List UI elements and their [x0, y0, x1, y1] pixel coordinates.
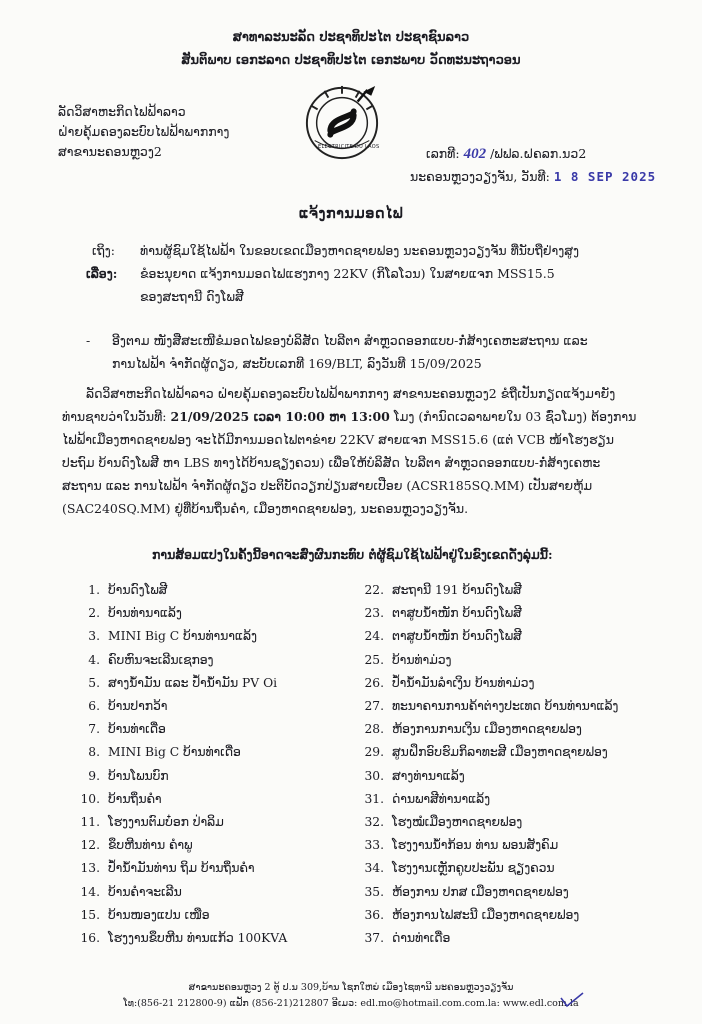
list-item	[350, 676, 534, 690]
list-item-number: 12.	[80, 838, 100, 853]
list-item-number: 22.	[364, 583, 384, 597]
body-line5: ສະຖານ ແລະ ການໄຟຟ້າ ຈຳກັດຜູ້ດຽວ ປະຕິບັດວຽກປ່ຽນສາຍເປືອຍ (ACSR185SQ.MM) ເປັນສາຍຫຸ້ມ	[62, 478, 593, 493]
list-item-number: 35.	[364, 884, 384, 899]
list-item-name: ໂຮງງານຂຶບຫີນ ທ່ານແກ້ວ 100KVA	[108, 931, 288, 945]
body-line3: ໄຟຟ້າເມືອງຫາດຊາຍຟອງ ຈະໄດ້ມີການມອດໄຟຕາຂ່າຍ 22KV ສາຍແຈກ MSS15.6 (ແຕ່ VCB ໜ້າໂຮງຮຽນ	[62, 432, 615, 447]
list-item	[350, 908, 579, 922]
list-item-name: ຄົບຫົນຈະເລີນເຊກອງ	[108, 652, 214, 667]
list-item	[350, 885, 569, 899]
list-item-number: 15.	[80, 907, 100, 922]
list-item-number: 3.	[88, 629, 100, 644]
list-item-name: ຂຶບຫີນທ່ານ ຄຳພູ	[108, 838, 193, 853]
logo-caption: ELECTRICITE DU LAOS	[318, 144, 380, 150]
list-item-name: ໂຮງງານເຫຼັກຄູບປະພັນ ຊຽງຄວນ	[392, 861, 555, 876]
list-item-number: 9.	[88, 768, 100, 783]
date-stamp: 1 8 SEP 2025	[553, 169, 657, 184]
list-item-number: 14.	[80, 884, 100, 899]
list-item	[66, 885, 182, 899]
reference-line2: ການໄຟຟ້າ ຈຳກັດຜູ້ດຽວ, ສະບັບເລກທີ 169/BLT, ລົງວັນທີ 15/09/2025	[112, 356, 482, 371]
list-item-number: 23.	[364, 606, 384, 621]
list-item-name: ດ່ານທ່າເດື່ອ	[392, 931, 451, 945]
list-item-number: 32.	[364, 815, 384, 829]
list-item	[66, 745, 241, 759]
reference-date	[410, 169, 656, 184]
subject-line1: ຂໍອະນຸຍາດ ແຈ້ງການມອດໄຟແຮງກາງ 22KV (ກິໂລໂວນ) ໃນສາຍແຈກ MSS15.5	[140, 266, 555, 281]
list-item-name: ປ້ຳນ້ຳມັນທ່ານ ຖິມ ບ້ານຖິ່ນຄຳ	[108, 861, 255, 876]
list-item-number: 31.	[364, 791, 384, 806]
list-item	[350, 792, 490, 806]
list-item-number: 33.	[364, 838, 384, 853]
list-item	[350, 861, 554, 875]
list-item-number: 6.	[88, 699, 100, 713]
list-item-number: 34.	[364, 861, 384, 876]
list-item-name: ໂຮງງານນ້ຳກ້ອນ ທ່ານ ພອນສັງຄົມ	[392, 838, 559, 853]
body-line6: (SAC240SQ.MM) ຢູ່ທີ່ບ້ານຖິ່ນຄຳ, ເມືອງຫາດຊາຍຟອງ, ນະຄອນຫຼວງວຽງຈັນ.	[62, 501, 469, 516]
list-item-number: 37.	[364, 931, 384, 945]
list-item	[66, 838, 193, 852]
list-item	[350, 722, 582, 736]
list-item-name: ຕາສູບນ້ຳໜັກ ບ້ານດົງໂພສີ	[392, 606, 522, 621]
to-label: ເຖິງ:	[92, 243, 115, 258]
list-item	[66, 769, 169, 783]
national-header-line1: ສາທາລະນະລັດ ປະຊາທິປະໄຕ ປະຊາຊົນລາວ	[232, 30, 470, 45]
list-item	[350, 745, 608, 759]
subject-label: ເລື່ອງ:	[86, 266, 118, 281]
subject-line2: ຂອງສະຖານີ ດົງໂພສີ	[140, 289, 244, 304]
list-item-name: ບ້ານດົງໂພສີ	[108, 583, 168, 597]
body-line4: ປະຖົມ ບ້ານດົງໂພສີ ຫາ LBS ທາງໄດ້ບ້ານຊຽງຄວນ) ເພື່ອໃຫ້ບໍລິສັດ ໄບລີຕາ ສຳຫຼວດອອກແບບ-ກໍ່ສ້າງເຄຫະ	[62, 455, 601, 470]
list-item	[350, 699, 618, 713]
list-item	[66, 653, 213, 667]
to-text: ທ່ານຜູ້ຊົມໃຊ້ໄຟຟ້າ ໃນຂອບເຂດເມືອງຫາດຊາຍຟອງ ນະຄອນຫຼວງວຽງຈັນ ທີ່ນັບຖືຢ່າງສູງ	[140, 243, 580, 258]
footer-contact: ໂທ:(856-21 212800-9) ແຟັກ (856-21)212807 ອີເມວ: edl.mo@hotmail.com.com.la: www.edl.com.la	[123, 998, 579, 1009]
list-item-name: ຫ້ອງການການເງິນ ເມືອງຫາດຊາຍຟອງ	[392, 722, 582, 737]
list-item	[66, 676, 277, 690]
list-item	[350, 838, 558, 852]
list-item-number: 30.	[364, 768, 384, 783]
list-item	[350, 606, 522, 620]
list-item-name: ໂຮງງານຕົມບ໋ອກ ປ່າລິມ	[108, 815, 224, 829]
list-item-name: ບ້ານທ່າມ່ວງ	[392, 652, 452, 667]
list-item-name: ບ້ານຄຳຈະເລີນ	[108, 884, 182, 899]
list-item	[350, 653, 451, 667]
list-item-name: ບ້ານປາກວ້າ	[108, 699, 168, 713]
list-item-name: ສະຖານີ 191 ບ້ານດົງໂພສີ	[392, 583, 522, 597]
list-item-name: ສາງທ່ານາແລ້ງ	[392, 768, 465, 783]
affected-areas-heading: ການສ້ອມແປງໃນຄັ້ງນີ້ອາດຈະສົ່ງຜົນກະທົບ ຕໍ່ຜູ້ຊົມໃຊ້ໄຟຟ້າຢູ່ໃນຂົງເຂດດັ່ງລຸ່ມນີ້:	[152, 547, 553, 562]
list-item-name: ຫ້ອງການ ປກສ ເມືອງຫາດຊາຍຟອງ	[392, 884, 569, 899]
body-line2-a: ທ່ານຊາບວ່າໃນວັນທີ:	[62, 409, 171, 424]
list-item-name: ໂຮງໝໍເມືອງຫາດຊາຍຟອງ	[392, 815, 523, 829]
list-item-name: MINI Big C ບ້ານທ່ານາແລ້ງ	[108, 629, 257, 644]
list-item	[350, 583, 522, 597]
list-item	[350, 931, 450, 945]
list-item-name: ບ້ານທ່າເດື່ອ	[108, 722, 166, 737]
list-item	[350, 815, 522, 829]
list-item	[66, 699, 167, 713]
list-item	[66, 931, 287, 945]
reference-number-suffix: /ຟຟລ.ຝຄລກ.ນວ2	[490, 146, 587, 161]
footer-address: ສາຂານະຄອນຫຼວງ 2 ຕູ້ ປ.ນ 309,ບ້ານ ໂຊກໃຫຍ່ ເມືອງໄຊທານີ ນະຄອນຫຼວງວຽງຈັນ	[188, 982, 514, 993]
list-item-name: ຫ້ອງການໄຟສະນີ ເມືອງຫາດຊາຍຟອງ	[392, 907, 580, 922]
reference-number	[426, 146, 586, 163]
list-item-name: ບ້ານທ່ານາແລ້ງ	[108, 606, 182, 621]
national-header-line2: ສັນຕິພາບ ເອກະລາດ ປະຊາທິປະໄຕ ເອກະພາບ ວັດທະນະຖາວອນ	[181, 53, 521, 68]
list-item-number: 13.	[80, 861, 100, 876]
reference-number-label: ເລກທີ:	[426, 146, 460, 161]
checkmark-signature-icon	[558, 990, 586, 1010]
list-item-name: ທະນາຄານການຄ້າຕ່າງປະເທດ ບ້ານທ່ານາແລ້ງ	[392, 699, 619, 713]
list-item-number: 26.	[364, 675, 384, 690]
edl-logo-icon	[303, 84, 381, 162]
list-item	[66, 908, 210, 922]
list-item-number: 2.	[88, 606, 100, 621]
list-item-name: ສາງນ້ຳມັນ ແລະ ປ້ຳນ້ຳມັນ PV Oi	[108, 675, 278, 690]
list-item-name: MINI Big C ບ້ານທ່າເດື່ອ	[108, 745, 241, 760]
list-item-name: ຕາສູບນ້ຳໜັກ ບ້ານດົງໂພສີ	[392, 629, 522, 644]
list-item	[350, 629, 522, 643]
list-item-name: ປ້ຳນ້ຳມັນລຳເງິນ ບ້ານທ່າມ່ວງ	[392, 675, 535, 690]
list-item-name: ດ່ານພາສີທ່ານາແລ້ງ	[392, 791, 491, 806]
reference-dash: -	[86, 333, 91, 348]
list-item	[66, 606, 182, 620]
reference-line1: ອີງຕາມ ໜັງສືສະເໜີຂໍມອດໄຟຂອງບໍລິສັດ ໄບລີຕາ ສຳຫຼວດອອກແບບ-ກໍ່ສ້າງເຄຫະສະຖານ ແລະ	[112, 333, 588, 348]
list-item-number: 5.	[88, 675, 100, 690]
body-line1: ລັດວິສາຫະກິດໄຟຟ້າລາວ ຝ່າຍຄຸ້ມຄອງລະບົບໄຟຟ້າພາກກາງ ສາຂານະຄອນຫຼວງ2 ຂໍຖືເປັນກຽດແຈ້ງມາຍັງ	[86, 386, 616, 401]
list-item-number: 28.	[364, 722, 384, 737]
list-item-number: 10.	[80, 791, 100, 806]
list-item-name: ບ້ານໜອງແປນ ເໜືອ	[108, 907, 210, 922]
list-item-name: ບ້ານໂພນບົກ	[108, 768, 169, 783]
list-item-number: 4.	[88, 652, 100, 667]
reference-date-label: ນະຄອນຫຼວງວຽງຈັນ, ວັນທີ:	[410, 169, 550, 184]
list-item-name: ບ້ານຖິ່ນຄຳ	[108, 791, 162, 806]
org-name-line1: ລັດວິສາຫະກິດໄຟຟ້າລາວ	[58, 104, 186, 119]
org-name-line2: ຝ່າຍຄຸ້ມຄອງລະບົບໄຟຟ້າພາກກາງ	[58, 124, 230, 139]
body-line2-c: ໂມງ (ກຳນົດເວລາພາຍໃນ 03 ຊົ່ວໂມງ) ຕ້ອງການ	[389, 409, 637, 424]
list-item-number: 24.	[364, 629, 384, 644]
list-item-number: 11.	[80, 815, 100, 829]
list-item-number: 16.	[80, 931, 100, 945]
list-item	[66, 792, 162, 806]
list-item-number: 29.	[364, 745, 384, 760]
list-item-number: 36.	[364, 907, 384, 922]
list-item-number: 8.	[88, 745, 100, 760]
reference-number-handwritten: 402	[463, 146, 487, 162]
list-item	[66, 815, 224, 829]
list-item	[350, 769, 465, 783]
body-line2	[62, 409, 636, 424]
list-item-number: 1.	[88, 583, 100, 597]
list-item-number: 27.	[364, 699, 384, 713]
list-item	[66, 722, 166, 736]
notice-title: ແຈ້ງການມອດໄຟ	[298, 205, 404, 222]
list-item	[66, 583, 167, 597]
org-name-line3: ສາຂານະຄອນຫຼວງ2	[58, 144, 162, 159]
list-item-number: 25.	[364, 652, 384, 667]
list-item-number: 7.	[88, 722, 100, 737]
list-item	[66, 629, 257, 643]
list-item	[66, 861, 254, 875]
outage-datetime: 21/09/2025 ເວລາ 10:00 ຫາ 13:00	[170, 409, 390, 424]
list-item-name: ສູນຝຶກອົບຮົມກິລາທະສີ ເມືອງຫາດຊາຍຟອງ	[392, 745, 608, 760]
